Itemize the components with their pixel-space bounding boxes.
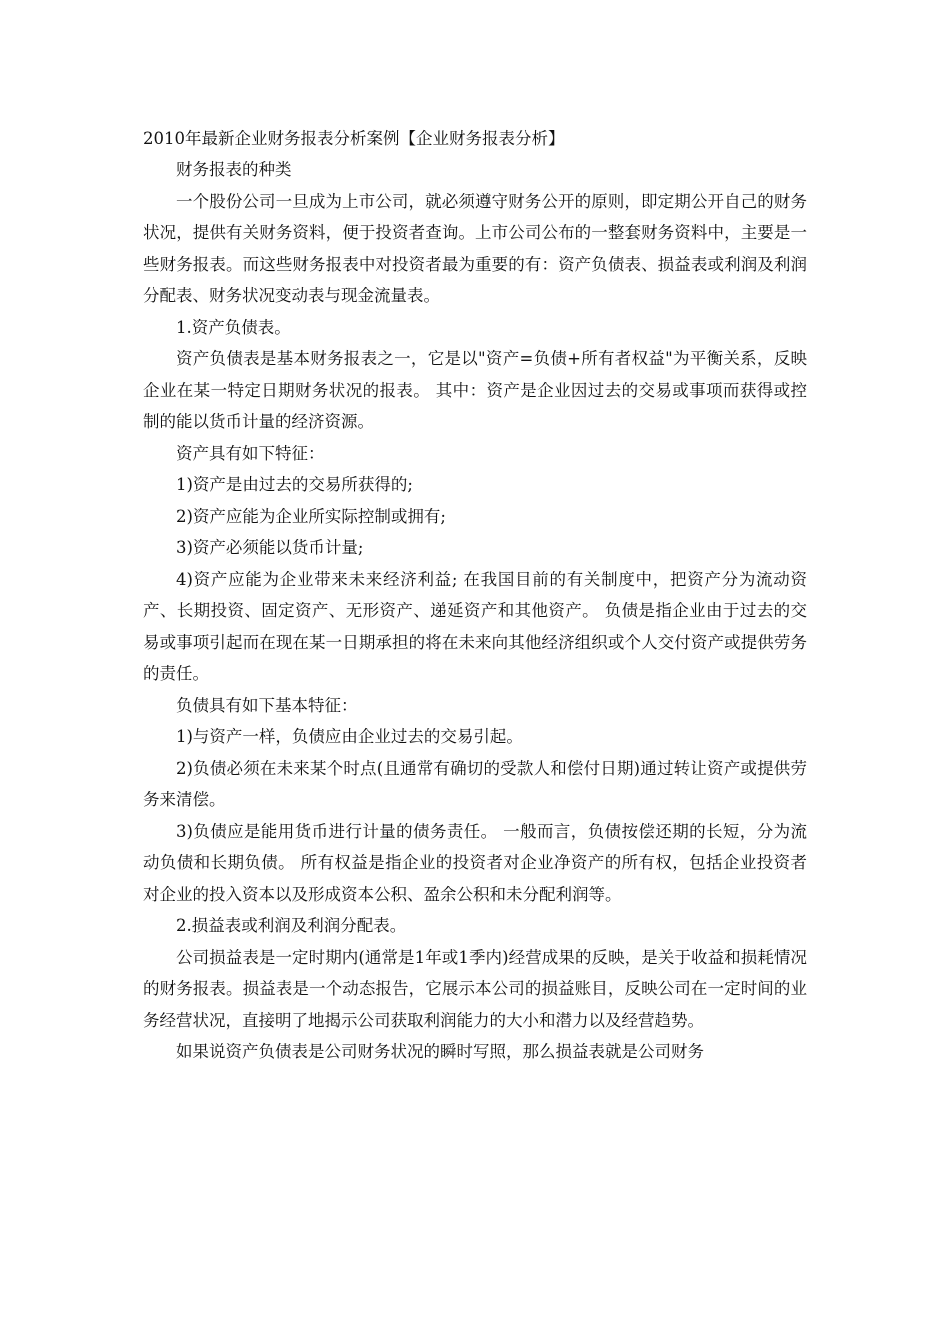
document-page [143,124,807,1068]
paragraph-balance-sheet: 资产负债表是基本财务报表之一，它是以"资产=负债+所有者权益"为平衡关系，反映企业在某一特定日期财务状况的报表。 其中：资产是企业因过去的交易或事项而获得或控制的能以货币计量的经济资源。 [143,349,807,431]
paragraph-comparison: 如果说资产负债表是公司财务状况的瞬时写照，那么损益表就是公司财务 [176,1042,704,1061]
list-item-asset-2: 2)资产应能为企业所实际控制或拥有; [176,506,446,526]
list-item-liability-1: 1)与资产一样，负债应由企业过去的交易引起。 [176,727,523,746]
heading-balance-sheet: 1.资产负债表。 [176,317,291,337]
heading-income-statement: 2.损益表或利润及利润分配表。 [176,916,407,935]
list-item-asset-1: 1)资产是由过去的交易所获得的; [176,475,413,494]
list-item-asset-3: 3)资产必须能以货币计量; [176,538,364,557]
paragraph-income-statement: 公司损益表是一定时期内(通常是1年或1季内)经营成果的反映，是关于收益和损耗情况的财务报表。损益表是一个动态报告，它展示本公司的损益账目，反映公司在一定时间的业务经营状况，直接明了地揭示公司获取利润能力的大小和潜力以及经营趋势。 [143,947,807,1030]
list-item-liability-3: 3)负债应是能用货币进行计量的债务责任。 一般而言，负债按偿还期的长短，分为流动负债和长期负债。 所有权益是指企业的投资者对企业净资产的所有权，包括企业投资者对企业的投入资本以及形成资本公积、盈余公积和未分配利润等。 [143,821,807,904]
paragraph-intro: 一个股份公司一旦成为上市公司，就必须遵守财务公开的原则，即定期公开自己的财务状况，提供有关财务资料，便于投资者查询。上市公司公布的一整套财务资料中，主要是一些财务报表。而这些财务报表中对投资者最为重要的有：资产负债表、损益表或利润及利润分配表、财务状况变动表与现金流量表。 [143,191,807,305]
list-item-asset-4: 4)资产应能为企业带来未来经济利益; 在我国目前的有关制度中，把资产分为流动资产、长期投资、固定资产、无形资产、递延资产和其他资产。 负债是指企业由于过去的交易或事项引起而在现在某一日期承担的将在未来向其他经济组织或个人交付资产或提供劳务的责任。 [143,569,807,683]
paragraph-asset-features: 资产具有如下特征： [176,443,325,463]
paragraph-liability-features: 负债具有如下基本特征： [176,695,358,715]
list-item-liability-2: 2)负债必须在未来某个时点(且通常有确切的受款人和偿付日期)通过转让资产或提供劳务来清偿。 [143,758,807,809]
document-title: 2010年最新企业财务报表分析案例【企业财务报表分析】 [143,129,565,148]
paragraph-report-types: 财务报表的种类 [176,160,292,179]
